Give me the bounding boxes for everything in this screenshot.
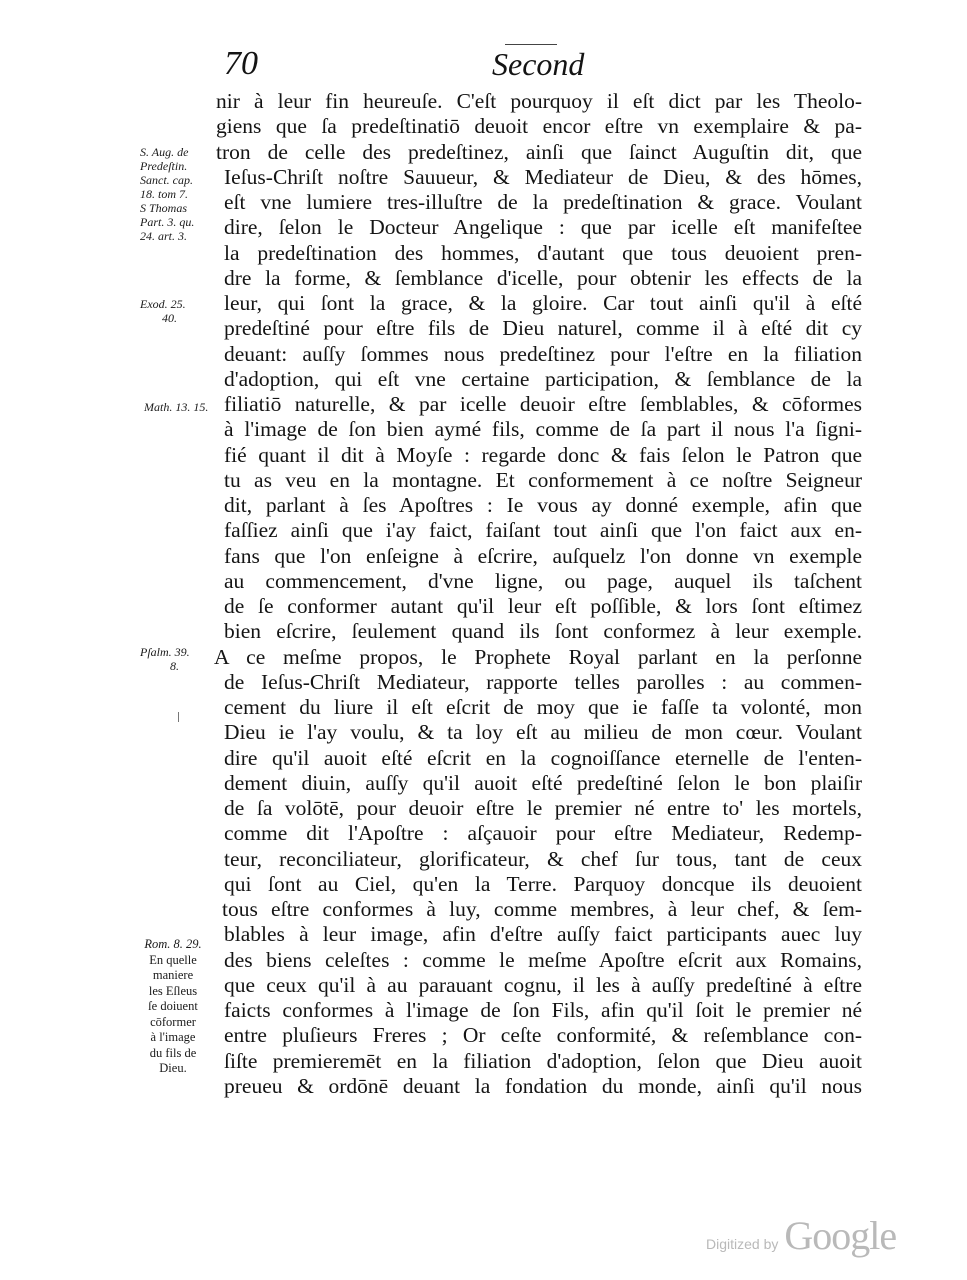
margin-note-line: maniere <box>152 968 194 982</box>
text-line: nir à leur fin heureuſe. C'eſt pourquoy il eſt dict par les Theolo- <box>216 89 862 113</box>
margin-note-line: Rom. 8. 29. <box>144 937 202 951</box>
text-line: de Ieſus-Chriſt Mediateur, rapporte telles parolles : au commen- <box>224 669 862 694</box>
margin-note-line: S. Aug. de <box>140 145 189 159</box>
text-line: giens que ſa predeſtinatiō deuoit encor eſtre vn exemplaire & pa- <box>216 114 862 139</box>
margin-note-line: du fils de <box>149 1045 197 1060</box>
margin-note-line: Dieu. <box>159 1061 187 1075</box>
margin-note-augustine <box>140 145 194 243</box>
text-line: ſiſte premieremēt en la filiation d'adoption, ſelon que Dieu auoit <box>224 1048 862 1073</box>
text-line: tous eſtre conformes à luy, comme membres, à leur chef, & ſem- <box>222 897 862 921</box>
text-line: bien eſcrire, ſeulement quand ils ſont conformez à leur exemple. <box>224 619 862 644</box>
text-line: teur, reconciliateur, glorificateur, & chef ſur tous, tant de ceux <box>224 846 862 871</box>
text-line: dre la forme, & ſemblance d'icelle, pour obtenir les effects de la <box>224 265 862 290</box>
digitized-by-google-watermark <box>706 1214 896 1258</box>
text-line: Ieſus-Chriſt noſtre Sauueur, & Mediateur de Dieu, & des hōmes, <box>224 164 862 189</box>
text-line: fié quant il dit à Moyſe : regarde donc & fais ſelon le Patron que <box>224 442 862 467</box>
text-line: blables à leur image, afin d'eſtre auſſy faict participants auec luy <box>224 922 862 947</box>
text-line: A ce meſme propos, le Prophete Royal parlant en la perſonne <box>214 644 862 669</box>
text-line: faicts conformes à l'image de ſon Fils, afin qu'il ſoit le premier né <box>224 998 862 1022</box>
margin-note-line: Pſalm. 39. <box>140 645 190 659</box>
text-line: entre pluſieurs Freres ; Or ceſte conformité, & reſemblance con- <box>224 1023 862 1048</box>
text-line: eſt vne lumiere tres-illuſtre de la predeſtination & grace. Voulant <box>224 190 862 214</box>
text-line: comme dit l'Apoſtre : aſçauoir pour eſtre Mediateur, Redemp- <box>224 821 862 846</box>
margin-note-line: les Eſleus <box>148 983 198 998</box>
margin-note-line: Exod. 25. <box>140 297 186 311</box>
margin-note-line: Part. 3. qu. <box>140 215 195 229</box>
text-line: tu as veu en la montagne. Et conformement à ce noſtre Seigneur <box>224 467 862 492</box>
text-line: leur, qui ſont la grace, & la gloire. Car tout ainſi qu'il à eſté <box>224 291 862 315</box>
margin-note-line: S Thomas <box>140 201 188 215</box>
text-line: qui ſont au Ciel, qu'en la Terre. Parquoy doncque ils deuoient <box>224 871 862 896</box>
margin-note-line: cōformer <box>150 1014 196 1029</box>
google-logo: Google <box>784 1213 897 1258</box>
margin-note-line: En quelle <box>149 952 197 967</box>
text-line: dire, ſelon le Docteur Angelique : que par icelle eſt manifeſtee <box>224 215 862 240</box>
text-line: dement diuin, auſſy qu'il auoit eſté predeſtiné ſelon le bon plaiſir <box>224 770 862 795</box>
text-line: Dieu ie l'ay voulu, & ta loy eſt au milieu de mon cœur. Voulant <box>224 720 862 745</box>
text-line: à l'image de ſon bien aymé fils, comme de ſa part il nous l'a ſigni- <box>224 417 862 442</box>
margin-note-line: à l'image <box>150 1030 196 1044</box>
text-line: faſſiez ainſi que i'ay faict, faiſant tout ainſi que l'on faict aux en- <box>224 518 862 543</box>
margin-note-psalm <box>140 645 190 673</box>
text-line: au commencement, d'vne ligne, ou page, auquel ils taſchent <box>224 568 862 593</box>
margin-note-line: 18. tom 7. <box>140 187 188 201</box>
margin-note-line: Predeſtin. <box>140 159 188 173</box>
margin-note-line: ſe doiuent <box>148 999 198 1013</box>
text-line: que ceux qu'il à au parauant cognu, il les à auſſy predeſtiné à eſtre <box>224 972 862 997</box>
margin-tick-mark <box>178 712 179 722</box>
text-line: des biens celeſtes : comme le meſme Apoſtre eſcrit aux Romains, <box>224 947 862 972</box>
margin-note-line: 8. <box>170 659 179 673</box>
margin-note-romans <box>136 937 210 1077</box>
running-head: Second <box>492 46 585 82</box>
text-line: tron de celle des predeſtinez, ainſi que ſainct Auguſtin dit, que <box>216 139 862 164</box>
text-line: de ſe conformer autant qu'il leur eſt poſſible, & lors ſont eſtimez <box>224 594 862 618</box>
text-line: preueu & ordōnē deuant la fondation du monde, ainſi qu'il nous <box>224 1073 862 1098</box>
text-line: predeſtiné pour eſtre fils de Dieu naturel, comme il à eſté dit cy <box>224 316 862 341</box>
margin-note-matthew <box>144 400 208 414</box>
text-line: dit, parlant à ſes Apoſtres : Ie vous ay donné exemple, afin que <box>224 493 862 517</box>
margin-note-line: Sanct. cap. <box>140 173 193 187</box>
watermark-label: Digitized by <box>706 1236 779 1252</box>
margin-note-line: 40. <box>162 311 177 325</box>
margin-note-exodus <box>140 297 186 325</box>
text-line: deuant: auſſy ſommes nous predeſtinez pour l'eſtre en la filiation <box>224 341 862 366</box>
margin-note-line: Math. 13. 15. <box>144 400 209 414</box>
body-text <box>212 89 862 1099</box>
text-line: la predeſtination des hommes, d'autant que tous deuoient pren- <box>224 240 862 265</box>
text-line: de ſa volōtē, pour deuoir eſtre le premier né entre to' les mortels, <box>224 796 862 820</box>
page-number: 70 <box>224 45 258 82</box>
text-line: d'adoption, qui eſt vne certaine participation, & ſemblance de la <box>224 366 862 391</box>
text-line: filiatiō naturelle, & par icelle deuoir eſtre ſemblables, & cōformes <box>224 392 862 416</box>
text-line: cement du liure il eſt eſcrit de moy que ie faſſe ta volonté, mon <box>224 695 862 719</box>
text-line: dire qu'il auoit eſté eſcrit en la cognoiſſance eternelle de l'enten- <box>224 745 862 770</box>
text-line: fans que l'on enſeigne à eſcrire, auſquelz l'on donne vn exemple <box>224 543 862 568</box>
margin-note-line: 24. art. 3. <box>140 229 188 243</box>
